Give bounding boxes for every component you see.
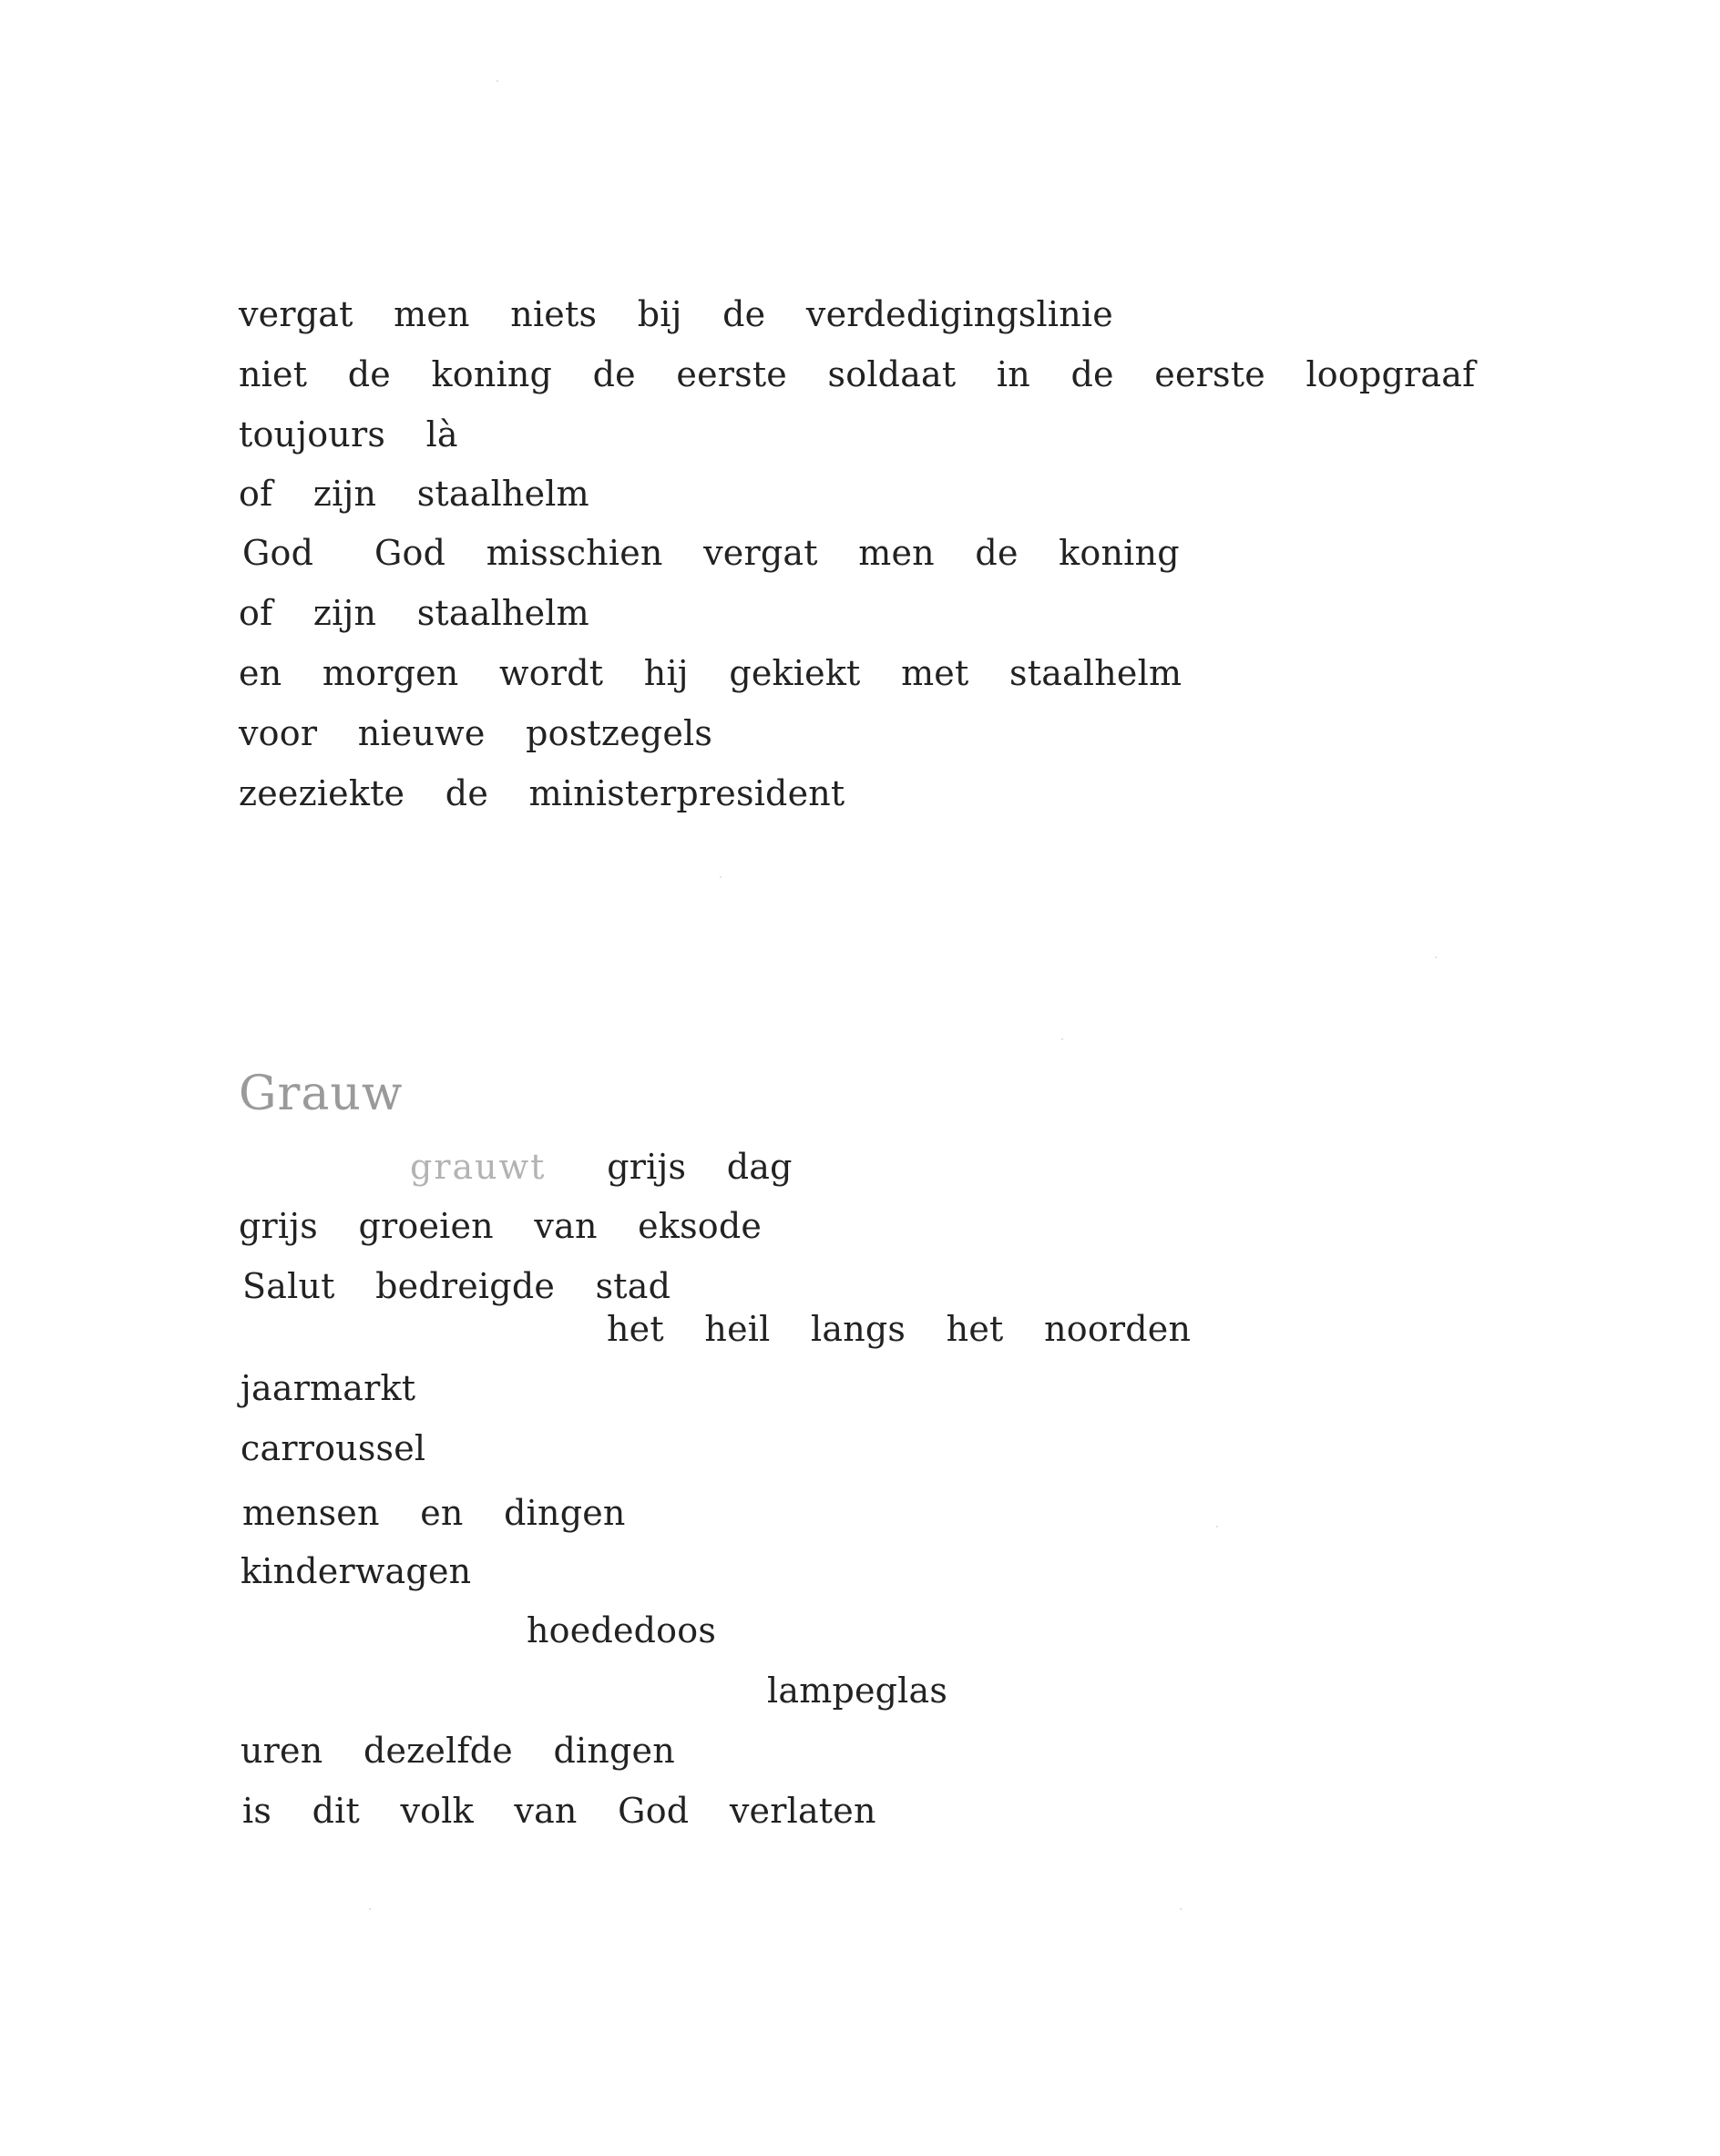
poem-line: toujours là	[239, 414, 458, 455]
poem-line: zeeziekte de ministerpresident	[239, 773, 845, 813]
poem-line: en morgen wordt hij gekiekt met staalhelm	[239, 653, 1182, 693]
poem-title: Grauw	[239, 1067, 404, 1121]
poem-line: jaarmarkt	[241, 1368, 416, 1408]
poem-line: carroussel	[241, 1428, 426, 1468]
poem-first-line	[410, 1147, 793, 1187]
paper-speck	[1216, 1526, 1218, 1528]
poem-line: of zijn staalhelm	[239, 474, 589, 514]
poem-line: voor nieuwe postzegels	[239, 713, 713, 753]
poem-line: lampeglas	[767, 1671, 948, 1711]
poem-line: Salut bedreigde stad	[242, 1266, 671, 1306]
paper-speck	[1061, 1038, 1063, 1040]
paper-speck	[1435, 956, 1437, 958]
poem-line: God God misschien vergat men de koning	[242, 533, 1180, 573]
poem-line: grijs groeien van eksode	[239, 1206, 763, 1246]
poem-line: vergat men niets bij de verdedigingslinie	[239, 294, 1113, 334]
paper-speck	[1180, 1908, 1182, 1910]
poem-line: mensen en dingen	[242, 1493, 626, 1533]
poem-line: het heil langs het noorden	[607, 1309, 1192, 1349]
paper-speck	[497, 80, 498, 82]
poem-line: kinderwagen	[241, 1551, 472, 1591]
poem-line: niet de koning de eerste soldaat in de eerste loopgraaf	[239, 354, 1476, 394]
faded-word: grauwt	[410, 1147, 547, 1187]
poem-line: is dit volk van God verlaten	[242, 1791, 876, 1831]
poem-line: of zijn staalhelm	[239, 593, 589, 633]
paper-speck	[720, 876, 722, 878]
poem-line: hoededoos	[527, 1610, 717, 1650]
poem-line: uren dezelfde dingen	[241, 1731, 675, 1771]
first-line-rest: grijs dag	[607, 1147, 793, 1187]
paper-speck	[369, 1908, 371, 1910]
